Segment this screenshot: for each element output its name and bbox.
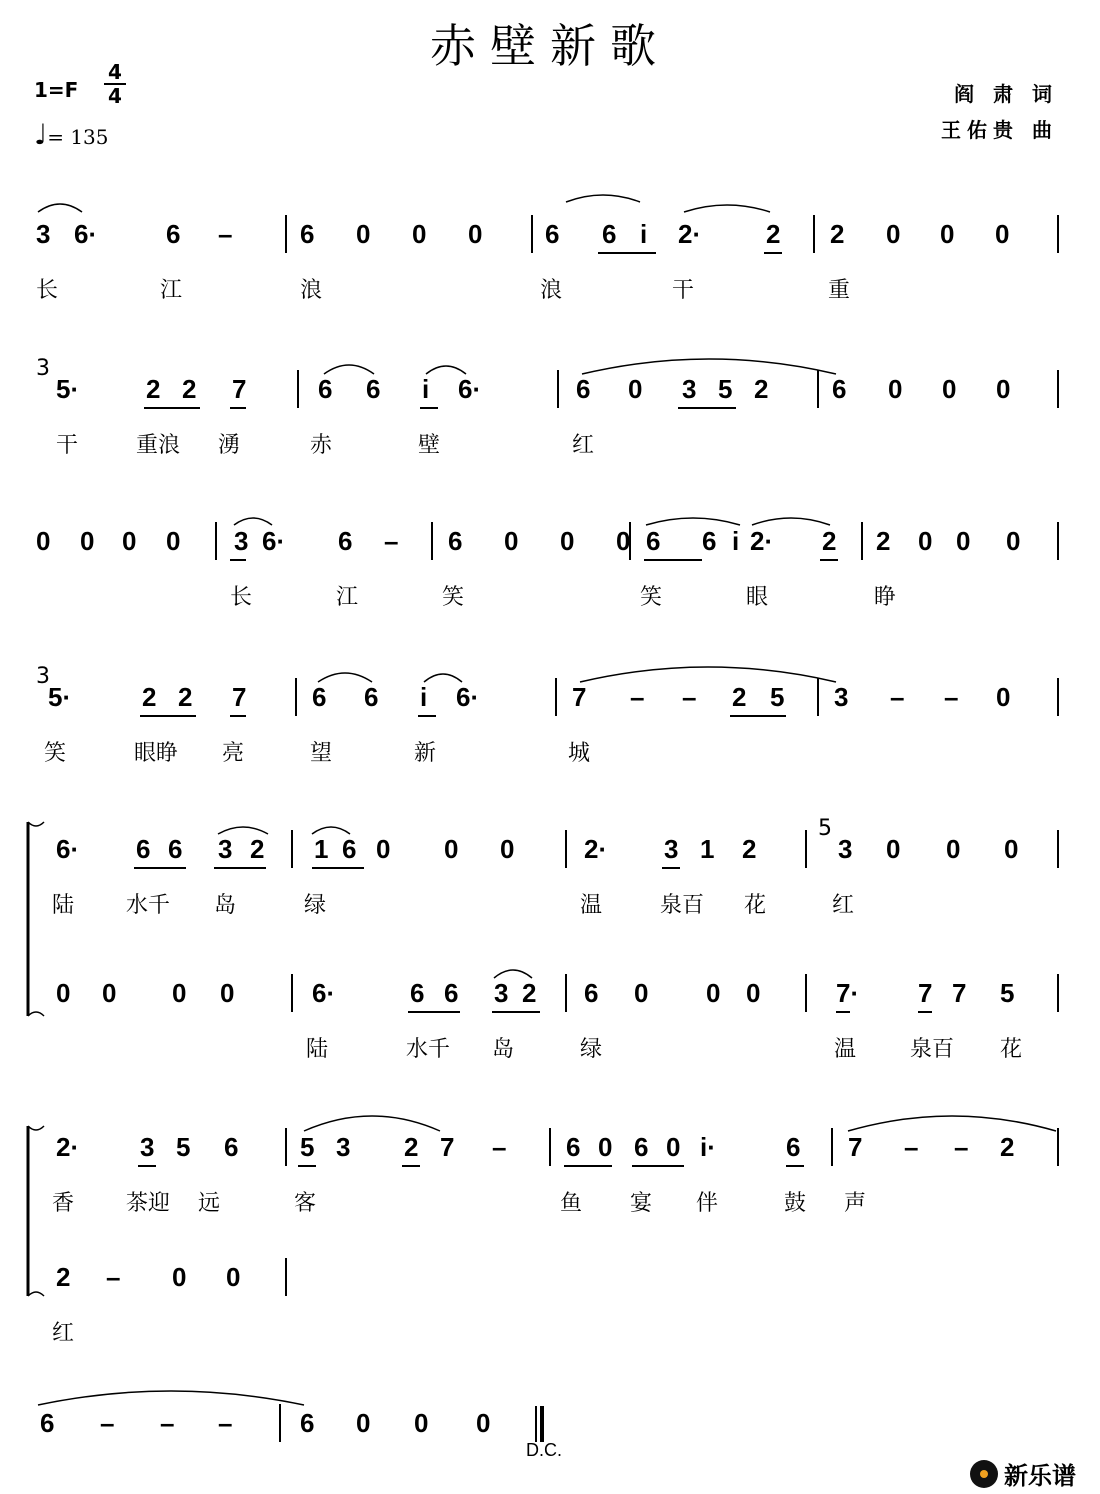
lyric: 望 (310, 741, 333, 766)
lyric: 长 (230, 585, 253, 610)
lyric: 茶迎 (126, 1191, 171, 1216)
note: 6 (366, 374, 381, 404)
lyric: 干 (56, 433, 79, 458)
note: 6 (545, 219, 560, 249)
note: 3 (140, 1132, 155, 1162)
note: i (732, 526, 740, 556)
note: – (890, 682, 905, 712)
note: 6 (40, 1408, 55, 1438)
note: 7· (836, 978, 860, 1008)
slur (38, 204, 82, 212)
note: 5 (1000, 978, 1015, 1008)
note: 0 (956, 526, 971, 556)
note: 0 (996, 374, 1011, 404)
note: 6· (262, 526, 286, 556)
lyric: 伴 (696, 1191, 719, 1216)
note: 2 (732, 682, 747, 712)
lyric: 湧 (218, 433, 241, 458)
lyric: 客 (294, 1191, 317, 1216)
note: – (630, 682, 645, 712)
note: 0 (946, 834, 961, 864)
lyric: 重浪 (136, 433, 181, 458)
lyricist-credit: 阎 肃 词 (954, 82, 1058, 106)
slur (566, 195, 640, 202)
note: 7 (918, 978, 933, 1008)
grace-note: 3 (36, 664, 50, 689)
slur (324, 365, 374, 374)
note: 2 (56, 1262, 71, 1292)
note: – (218, 219, 233, 249)
note: 6 (364, 682, 379, 712)
note: 0 (356, 219, 371, 249)
lyric: 绿 (304, 893, 327, 918)
note: 5 (176, 1132, 191, 1162)
note: – (384, 526, 399, 556)
note: 7 (952, 978, 967, 1008)
grace-note: 5 (818, 816, 832, 841)
note: 6 (224, 1132, 239, 1162)
note: 6· (456, 682, 480, 712)
grace-note: 3 (36, 356, 50, 381)
note: 2· (678, 219, 702, 249)
note: 6 (602, 219, 617, 249)
note: 0 (102, 978, 117, 1008)
note: 6 (300, 1408, 315, 1438)
note: 0 (666, 1132, 681, 1162)
note: 6 (832, 374, 847, 404)
note: 3 (336, 1132, 351, 1162)
lyric: 声 (844, 1191, 867, 1216)
note: 2 (830, 219, 845, 249)
slur (848, 1116, 1056, 1131)
note: 2· (750, 526, 774, 556)
note: 5 (770, 682, 785, 712)
note: 0 (220, 978, 235, 1008)
note: 0 (172, 978, 187, 1008)
slur (304, 1116, 440, 1131)
slur (684, 205, 770, 212)
note: i (420, 682, 428, 712)
song-title: 赤壁新歌 (430, 19, 670, 73)
note: – (904, 1132, 919, 1162)
note: 0 (226, 1262, 241, 1292)
note: – (106, 1262, 121, 1292)
site-logo (970, 1456, 1076, 1491)
note: 3 (36, 219, 51, 249)
note: 0 (36, 526, 51, 556)
note: 6· (74, 219, 98, 249)
lyric: 重 (828, 278, 851, 303)
note: 0 (634, 978, 649, 1008)
lyric: 陆 (306, 1037, 329, 1062)
lyric: 长 (36, 278, 59, 303)
note: 5· (56, 374, 80, 404)
note: 0 (746, 978, 761, 1008)
note: – (682, 682, 697, 712)
note: – (492, 1132, 507, 1162)
note: 0 (468, 219, 483, 249)
bracket-cap (28, 1126, 44, 1130)
note: 2· (584, 834, 608, 864)
key-signature: 1=F (34, 78, 79, 102)
slur (424, 674, 462, 682)
slur (38, 1391, 304, 1405)
lyric: 笑 (442, 585, 465, 610)
lyric: 香 (52, 1191, 75, 1216)
note: 1 (700, 834, 715, 864)
note: 2 (742, 834, 757, 864)
note: 3 (494, 978, 509, 1008)
note: 2 (522, 978, 537, 1008)
lyric: 干 (672, 278, 695, 303)
note: 2 (876, 526, 891, 556)
lyric: 眼睁 (134, 741, 179, 766)
time-signature-bottom: 4 (108, 84, 122, 108)
note: 3 (234, 526, 249, 556)
note: 0 (122, 526, 137, 556)
note: i (640, 219, 648, 249)
note: 6 (136, 834, 151, 864)
note: 6 (338, 526, 353, 556)
note: 0 (172, 1262, 187, 1292)
note: – (954, 1132, 969, 1162)
note: 0 (918, 526, 933, 556)
note: 0 (888, 374, 903, 404)
lyric: 眼 (746, 585, 769, 610)
lyric: 鼓 (784, 1191, 807, 1216)
quarter-note-icon: ♩ (34, 118, 48, 151)
note: 6 (168, 834, 183, 864)
note: 6 (410, 978, 425, 1008)
note: 7 (440, 1132, 455, 1162)
lyric: 红 (52, 1321, 75, 1346)
lyric: 远 (198, 1191, 221, 1216)
lyric: 红 (572, 433, 595, 458)
note: 3 (834, 682, 849, 712)
slur (218, 827, 268, 834)
note: 2 (766, 219, 781, 249)
slur (312, 827, 350, 834)
note: 7 (848, 1132, 863, 1162)
site-logo-text: 新乐谱 (1004, 1462, 1076, 1490)
slur (580, 667, 836, 682)
lyric: 温 (834, 1037, 857, 1062)
dc-marking: D.C. (526, 1440, 562, 1460)
note: 0 (444, 834, 459, 864)
note: 6 (786, 1132, 801, 1162)
note: 2 (404, 1132, 419, 1162)
note: 6 (646, 526, 661, 556)
lyric: 水千 (406, 1037, 451, 1062)
note: 0 (1006, 526, 1021, 556)
lyric: 花 (1000, 1037, 1023, 1062)
bracket-cap (28, 822, 44, 826)
note: 2 (182, 374, 197, 404)
lyric: 亮 (222, 741, 245, 766)
note: 2 (142, 682, 157, 712)
slur (318, 673, 372, 682)
bracket-cap (28, 1292, 44, 1296)
note: 0 (80, 526, 95, 556)
note: 6 (566, 1132, 581, 1162)
time-signature-top: 4 (108, 60, 122, 84)
note: i (422, 374, 430, 404)
note: 0 (940, 219, 955, 249)
note: 5· (48, 682, 72, 712)
lyric: 岛 (492, 1037, 515, 1062)
note: 0 (1004, 834, 1019, 864)
lyric: 绿 (580, 1037, 603, 1062)
lyric: 温 (580, 893, 603, 918)
slur (426, 366, 466, 374)
note: 3 (218, 834, 233, 864)
note: – (944, 682, 959, 712)
note: 0 (500, 834, 515, 864)
slur (752, 518, 830, 525)
note: 0 (995, 219, 1010, 249)
note: 6· (56, 834, 80, 864)
note: 7 (232, 374, 247, 404)
note: 6 (584, 978, 599, 1008)
lyric: 睁 (874, 585, 897, 610)
lyric: 浪 (300, 278, 323, 303)
lyric: 泉百 (660, 893, 705, 918)
note: 5 (300, 1132, 315, 1162)
note: 6 (444, 978, 459, 1008)
note: i· (700, 1132, 716, 1162)
lyric: 新 (414, 741, 437, 766)
lyric: 陆 (52, 893, 75, 918)
note: 0 (356, 1408, 371, 1438)
lyric: 笑 (640, 585, 663, 610)
lyric: 浪 (540, 278, 563, 303)
note: 0 (598, 1132, 613, 1162)
note: – (218, 1408, 233, 1438)
note: 0 (376, 834, 391, 864)
note: 2 (146, 374, 161, 404)
note: 2 (178, 682, 193, 712)
note: 6· (312, 978, 336, 1008)
lyric: 江 (160, 278, 183, 303)
lyric: 壁 (418, 433, 441, 458)
note: – (100, 1408, 115, 1438)
note: 3 (838, 834, 853, 864)
lyric: 花 (744, 893, 767, 918)
bracket-cap (28, 1012, 44, 1016)
note: 0 (166, 526, 181, 556)
lyric: 水千 (126, 893, 171, 918)
note: 6 (342, 834, 357, 864)
lyric: 鱼 (560, 1191, 583, 1216)
lyric: 岛 (214, 893, 237, 918)
record-disc-icon (970, 1460, 998, 1488)
lyric: 泉百 (910, 1037, 955, 1062)
note: 3 (682, 374, 697, 404)
lyric: 江 (336, 585, 359, 610)
note: 0 (412, 219, 427, 249)
note: 0 (560, 526, 575, 556)
note: 6 (166, 219, 181, 249)
composer-credit: 王佑贵 曲 (941, 118, 1058, 142)
note: 0 (942, 374, 957, 404)
note: 6· (458, 374, 482, 404)
note: 6 (312, 682, 327, 712)
slur (646, 518, 740, 525)
note: 6 (300, 219, 315, 249)
note: 2 (822, 526, 837, 556)
note: 0 (476, 1408, 491, 1438)
slur (582, 359, 836, 374)
note: 0 (414, 1408, 429, 1438)
note: 6 (576, 374, 591, 404)
note: 7 (232, 682, 247, 712)
lyric: 宴 (630, 1191, 653, 1216)
note: 2· (56, 1132, 80, 1162)
note: 6 (448, 526, 463, 556)
note: 2 (1000, 1132, 1015, 1162)
lyric: 笑 (44, 741, 67, 766)
note: 0 (616, 526, 631, 556)
slur (494, 970, 532, 978)
note: 0 (886, 219, 901, 249)
note: 1 (314, 834, 329, 864)
note: 0 (504, 526, 519, 556)
lyric: 赤 (310, 433, 333, 458)
note: 0 (56, 978, 71, 1008)
note: – (160, 1408, 175, 1438)
note: 2 (250, 834, 265, 864)
note: 0 (996, 682, 1011, 712)
note: 6 (634, 1132, 649, 1162)
note: 6 (318, 374, 333, 404)
slur (234, 518, 272, 525)
lyric: 城 (568, 741, 591, 766)
note: 0 (628, 374, 643, 404)
note: 7 (572, 682, 587, 712)
note: 3 (664, 834, 679, 864)
note: 0 (706, 978, 721, 1008)
note: 2 (754, 374, 769, 404)
note: 5 (718, 374, 733, 404)
note: 6 (702, 526, 717, 556)
note: 0 (886, 834, 901, 864)
lyric: 红 (832, 893, 855, 918)
tempo-value: = 135 (47, 125, 109, 149)
